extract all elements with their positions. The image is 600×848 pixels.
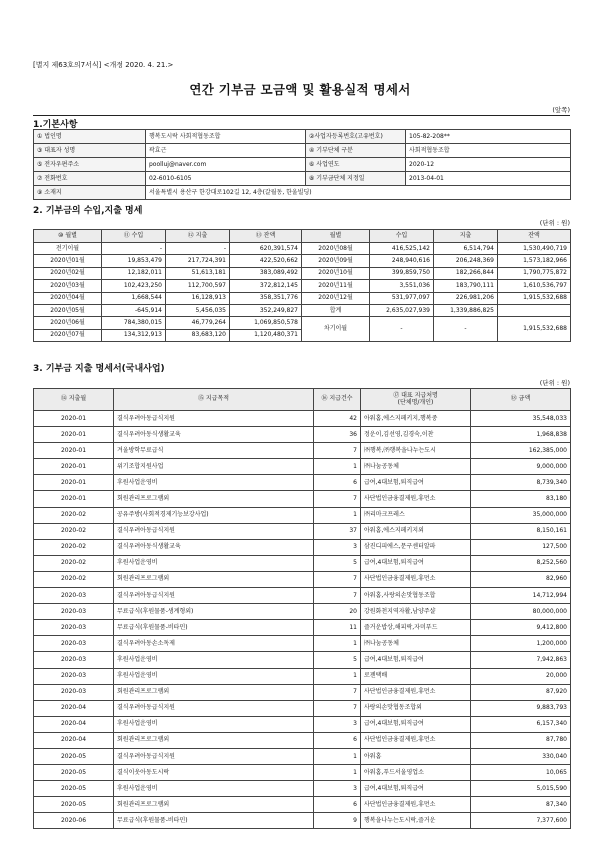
- income-cell: 399,859,750: [370, 267, 434, 279]
- table-row: [34, 652, 571, 668]
- table-row: [34, 604, 571, 620]
- count-cell: 3: [314, 781, 361, 797]
- income-cell: 12,182,011: [102, 267, 166, 279]
- month-cell: 2020년07월: [34, 329, 102, 341]
- field-value: 02-6010-6105: [146, 172, 306, 186]
- purpose-cell: 결식우려아동급식지원: [114, 588, 314, 604]
- table-row: [34, 267, 571, 279]
- recipient-cell: 아워홈,에스지페키지,행복중: [361, 411, 471, 427]
- month-cell: 2020년09월: [302, 255, 370, 267]
- unit-label: (단위 : 원): [539, 379, 570, 387]
- recipient-cell: ㈜나눔공동체: [361, 459, 471, 475]
- amount-cell: 82,960: [471, 571, 571, 587]
- amount-cell: 127,500: [471, 539, 571, 555]
- recipient-cell: 강원화천지역자활,남양주샬: [361, 604, 471, 620]
- expense-month-cell: 2020-02: [34, 539, 114, 555]
- table-row: [34, 571, 571, 587]
- column-header: ⑪ 수입: [102, 230, 166, 243]
- purpose-cell: 후원사업운영비: [114, 475, 314, 491]
- expense-detail-table: [33, 388, 571, 829]
- purpose-cell: 후원사업운영비: [114, 716, 314, 732]
- amount-cell: 330,040: [471, 748, 571, 764]
- field-value: 2013-04-01: [406, 172, 571, 186]
- month-cell: 2020년02월: [34, 267, 102, 279]
- expense-cell: 16,128,913: [166, 292, 230, 304]
- balance-cell: 1,573,182,966: [498, 255, 571, 267]
- field-value: 곽효근: [146, 144, 306, 158]
- income-cell: -645,914: [102, 304, 166, 316]
- month-cell: 2020년05월: [34, 304, 102, 316]
- balance-cell: 1,790,775,872: [498, 267, 571, 279]
- amount-cell: 5,015,590: [471, 781, 571, 797]
- recipient-cell: 사단법인금융결제원,휴먼소: [361, 571, 471, 587]
- purpose-cell: 무료급식(후원물품-비타민): [114, 620, 314, 636]
- expense-month-cell: 2020-03: [34, 636, 114, 652]
- expense-month-cell: 2020-01: [34, 491, 114, 507]
- carry-expense: -: [434, 317, 498, 342]
- column-header: ⑯ 지급건수: [314, 389, 361, 411]
- purpose-cell: 무료급식(후원물품-생계형외): [114, 604, 314, 620]
- expense-month-cell: 2020-04: [34, 732, 114, 748]
- count-cell: 7: [314, 684, 361, 700]
- purpose-cell: 결식우려아동급식지원: [114, 411, 314, 427]
- balance-cell: 1,120,480,371: [230, 329, 302, 341]
- expense-month-cell: 2020-05: [34, 797, 114, 813]
- field-value: poolluj@naver.com: [146, 158, 306, 172]
- column-header: ⑮ 지급목적: [114, 389, 314, 411]
- expense-month-cell: 2020-02: [34, 571, 114, 587]
- recipient-cell: 아워홈,에스지페키지외: [361, 523, 471, 539]
- field-label: ④ 기부단체 구분: [306, 144, 406, 158]
- amount-cell: 80,000,000: [471, 604, 571, 620]
- field-label: ⑨ 소재지: [34, 186, 146, 200]
- income-cell: 416,525,142: [370, 243, 434, 255]
- count-cell: 6: [314, 475, 361, 491]
- income-cell: 134,312,913: [102, 329, 166, 341]
- expense-month-cell: 2020-03: [34, 668, 114, 684]
- amount-cell: 35,548,033: [471, 411, 571, 427]
- carry-label: 차기이월: [302, 317, 370, 342]
- expense-month-cell: 2020-01: [34, 475, 114, 491]
- field-value: 행복도시락 사회적협동조합: [146, 130, 306, 144]
- table-row: [34, 292, 571, 304]
- recipient-cell: 아워홈,사랑의손맛협동조합: [361, 588, 471, 604]
- field-value: 105-82-208**: [406, 130, 571, 144]
- purpose-cell: 후원사업운영비: [114, 781, 314, 797]
- purpose-cell: 회원관리프로그램외: [114, 571, 314, 587]
- amount-cell: 8,739,340: [471, 475, 571, 491]
- purpose-cell: 결식우려아동급식지원: [114, 748, 314, 764]
- recipient-cell: 로젠택배: [361, 668, 471, 684]
- recipient-cell: 사랑의손맛협동조합외: [361, 700, 471, 716]
- count-cell: 3: [314, 716, 361, 732]
- purpose-cell: 공유주방(사회적경제기능보강사업): [114, 507, 314, 523]
- purpose-cell: 회원관리프로그램외: [114, 732, 314, 748]
- recipient-cell: 급여,4대보험,퇴직급여: [361, 555, 471, 571]
- expense-month-cell: 2020-04: [34, 716, 114, 732]
- expense-month-cell: 2020-04: [34, 700, 114, 716]
- purpose-cell: 결식우려아동식생활교육: [114, 427, 314, 443]
- count-cell: 5: [314, 652, 361, 668]
- table-row: [34, 475, 571, 491]
- table-row: [34, 668, 571, 684]
- table-row: [34, 781, 571, 797]
- table-row: [34, 748, 571, 764]
- table-row: [34, 700, 571, 716]
- recipient-cell: 아워홈: [361, 748, 471, 764]
- column-header: ⑬ 잔액: [230, 230, 302, 243]
- month-cell: 2020년03월: [34, 280, 102, 292]
- amount-cell: 20,000: [471, 668, 571, 684]
- basic-info-row: [34, 158, 571, 172]
- table-row: [34, 620, 571, 636]
- purpose-cell: 결식우려아동식생활교육: [114, 539, 314, 555]
- amount-cell: 87,780: [471, 732, 571, 748]
- recipient-cell: 사단법인금융결제원,휴먼소: [361, 684, 471, 700]
- recipient-cell: ㈜리마크프레스: [361, 507, 471, 523]
- page-side-note: (앞쪽): [552, 106, 570, 114]
- table-row: [34, 555, 571, 571]
- recipient-cell: 급여,4대보험,퇴직급여: [361, 652, 471, 668]
- recipient-cell: 정운이,김선영,김경숙,이찬: [361, 427, 471, 443]
- amount-cell: 7,377,600: [471, 813, 571, 829]
- expense-cell: 46,779,264: [166, 317, 230, 329]
- field-label: ⑥ 사업연도: [306, 158, 406, 172]
- column-header: ⑩ 월별: [34, 230, 102, 243]
- table-row: [34, 523, 571, 539]
- expense-cell: 6,514,794: [434, 243, 498, 255]
- expense-month-cell: 2020-06: [34, 813, 114, 829]
- recipient-cell: 행복을나누는도시락,즐거운: [361, 813, 471, 829]
- amount-cell: 9,412,800: [471, 620, 571, 636]
- income-cell: 784,380,015: [102, 317, 166, 329]
- amount-cell: 7,942,863: [471, 652, 571, 668]
- section-1-title: 1.기본사항: [33, 120, 78, 130]
- purpose-cell: 회원관리프로그램외: [114, 797, 314, 813]
- recipient-cell: 사단법인금융결제원,휴먼소: [361, 797, 471, 813]
- count-cell: 36: [314, 427, 361, 443]
- purpose-cell: 겨울방학무료급식: [114, 443, 314, 459]
- expense-cell: 183,790,111: [434, 280, 498, 292]
- total-label: 합계: [302, 304, 370, 316]
- income-expense-table: [33, 229, 571, 342]
- month-cell: 2020년12월: [302, 292, 370, 304]
- month-cell: 2020년06월: [34, 317, 102, 329]
- table-row: [34, 507, 571, 523]
- total-income: 2,635,027,939: [370, 304, 434, 316]
- table-row: [34, 539, 571, 555]
- table-row: [34, 443, 571, 459]
- table-row: [34, 716, 571, 732]
- basic-info-row: [34, 186, 571, 200]
- table-header-row: [34, 389, 571, 411]
- expense-month-cell: 2020-01: [34, 459, 114, 475]
- address-value: 서울특별시 용산구 한강대로102길 12, 4층(갈월동, 한울빌딩): [146, 186, 571, 200]
- expense-month-cell: 2020-01: [34, 411, 114, 427]
- total-expense: 1,339,886,825: [434, 304, 498, 316]
- expense-month-cell: 2020-02: [34, 507, 114, 523]
- unit-label: (단위 : 원): [539, 219, 570, 227]
- expense-month-cell: 2020-05: [34, 781, 114, 797]
- count-cell: 7: [314, 700, 361, 716]
- income-cell: -: [102, 243, 166, 255]
- expense-month-cell: 2020-01: [34, 443, 114, 459]
- purpose-cell: 후원사업운영비: [114, 652, 314, 668]
- form-number: [별지 제63호의7서식] <개정 2020. 4. 21.>: [33, 61, 174, 69]
- basic-info-row: [34, 144, 571, 158]
- recipient-cell: ㈜행복,㈜행복을나누는도시: [361, 443, 471, 459]
- expense-month-cell: 2020-03: [34, 604, 114, 620]
- basic-info-row: [34, 172, 571, 186]
- purpose-cell: 위기조합지원사업: [114, 459, 314, 475]
- count-cell: 5: [314, 555, 361, 571]
- table-row: [34, 304, 571, 316]
- income-cell: 102,423,250: [102, 280, 166, 292]
- column-header: 월별: [302, 230, 370, 243]
- expense-cell: -: [166, 243, 230, 255]
- balance-cell: 1,530,490,719: [498, 243, 571, 255]
- column-header: ⑫ 지출: [166, 230, 230, 243]
- table-row: [34, 732, 571, 748]
- balance-cell: 372,812,145: [230, 280, 302, 292]
- total-balance: [498, 304, 571, 316]
- count-cell: 11: [314, 620, 361, 636]
- income-cell: 3,551,036: [370, 280, 434, 292]
- field-label: ⑧ 기부금단체 지정일: [306, 172, 406, 186]
- section-divider: [33, 115, 570, 116]
- count-cell: 42: [314, 411, 361, 427]
- section-3-title: 3. 기부금 지출 명세서(국내사업): [33, 364, 165, 374]
- expense-cell: 217,724,391: [166, 255, 230, 267]
- expense-cell: 226,981,206: [434, 292, 498, 304]
- field-label: ① 법인명: [34, 130, 146, 144]
- count-cell: 7: [314, 491, 361, 507]
- amount-cell: 1,968,838: [471, 427, 571, 443]
- column-header: 수입: [370, 230, 434, 243]
- table-row: [34, 317, 571, 329]
- count-cell: 1: [314, 636, 361, 652]
- table-row: [34, 255, 571, 267]
- expense-month-cell: 2020-03: [34, 684, 114, 700]
- document-title: 연간 기부금 모금액 및 활용실적 명세서: [189, 82, 411, 97]
- column-header: 지출: [434, 230, 498, 243]
- count-cell: 6: [314, 797, 361, 813]
- amount-cell: 8,150,161: [471, 523, 571, 539]
- section-2-title: 2. 기부금의 수입,지출 명세: [33, 206, 143, 216]
- recipient-cell: 삼진디피에스,문구센터알파: [361, 539, 471, 555]
- basic-info-row: [34, 130, 571, 144]
- purpose-cell: 무료급식(후원물품-비타민): [114, 813, 314, 829]
- balance-cell: 383,089,492: [230, 267, 302, 279]
- count-cell: 7: [314, 443, 361, 459]
- amount-cell: 8,252,560: [471, 555, 571, 571]
- purpose-cell: 후원사업운영비: [114, 555, 314, 571]
- table-row: [34, 243, 571, 255]
- basic-info-table: [33, 129, 571, 200]
- month-cell: 전기이월: [34, 243, 102, 255]
- recipient-cell: 급여,4대보험,퇴직급여: [361, 475, 471, 491]
- purpose-cell: 후원사업운영비: [114, 668, 314, 684]
- income-cell: 19,853,479: [102, 255, 166, 267]
- column-header: ⑱ 금액: [471, 389, 571, 411]
- income-cell: 1,668,544: [102, 292, 166, 304]
- income-cell: 531,977,097: [370, 292, 434, 304]
- count-cell: 6: [314, 732, 361, 748]
- purpose-cell: 결식우려아동급식지원: [114, 523, 314, 539]
- expense-month-cell: 2020-02: [34, 523, 114, 539]
- purpose-cell: 결식우려아동손소독제: [114, 636, 314, 652]
- field-label: ③ 대표자 성명: [34, 144, 146, 158]
- table-row: [34, 797, 571, 813]
- balance-cell: 352,249,827: [230, 304, 302, 316]
- amount-cell: 35,000,000: [471, 507, 571, 523]
- table-row: [34, 684, 571, 700]
- column-header: ⑭ 지출월: [34, 389, 114, 411]
- table-row: [34, 765, 571, 781]
- balance-cell: 1,915,532,688: [498, 292, 571, 304]
- purpose-cell: 결식우려아동급식지원: [114, 700, 314, 716]
- count-cell: 1: [314, 507, 361, 523]
- field-label: ⑤ 전자우편주소: [34, 158, 146, 172]
- expense-cell: 206,248,369: [434, 255, 498, 267]
- table-row: [34, 588, 571, 604]
- expense-cell: 83,683,120: [166, 329, 230, 341]
- amount-cell: 83,180: [471, 491, 571, 507]
- table-row: [34, 427, 571, 443]
- balance-cell: 620,391,574: [230, 243, 302, 255]
- expense-month-cell: 2020-03: [34, 620, 114, 636]
- count-cell: 20: [314, 604, 361, 620]
- amount-cell: 9,000,000: [471, 459, 571, 475]
- count-cell: 1: [314, 748, 361, 764]
- expense-cell: 182,266,844: [434, 267, 498, 279]
- count-cell: 3: [314, 539, 361, 555]
- balance-cell: 422,520,662: [230, 255, 302, 267]
- column-header: ⑰ 대표 지급처명 (단체명/개인): [361, 389, 471, 411]
- field-value: 사회적협동조합: [406, 144, 571, 158]
- table-row: [34, 491, 571, 507]
- count-cell: 1: [314, 668, 361, 684]
- recipient-cell: 사단법인금융결제원,휴먼소: [361, 732, 471, 748]
- month-cell: 2020년10월: [302, 267, 370, 279]
- column-header: 잔액: [498, 230, 571, 243]
- balance-cell: 1,610,536,797: [498, 280, 571, 292]
- expense-month-cell: 2020-03: [34, 588, 114, 604]
- expense-cell: 5,456,035: [166, 304, 230, 316]
- table-row: [34, 280, 571, 292]
- table-row: [34, 813, 571, 829]
- recipient-cell: 급여,4대보험,퇴직급여: [361, 716, 471, 732]
- count-cell: 37: [314, 523, 361, 539]
- carry-balance: 1,915,532,688: [498, 317, 571, 342]
- month-cell: 2020년01월: [34, 255, 102, 267]
- count-cell: 9: [314, 813, 361, 829]
- recipient-cell: 즐거운밥상,해피락,자미푸드: [361, 620, 471, 636]
- purpose-cell: 회원관리프로그램외: [114, 491, 314, 507]
- carry-income: -: [370, 317, 434, 342]
- amount-cell: 1,200,000: [471, 636, 571, 652]
- expense-month-cell: 2020-02: [34, 555, 114, 571]
- expense-cell: 51,613,181: [166, 267, 230, 279]
- count-cell: 7: [314, 588, 361, 604]
- amount-cell: 10,065: [471, 765, 571, 781]
- count-cell: 1: [314, 459, 361, 475]
- expense-month-cell: 2020-01: [34, 427, 114, 443]
- expense-month-cell: 2020-05: [34, 748, 114, 764]
- balance-cell: 358,351,776: [230, 292, 302, 304]
- purpose-cell: 결식이웃아동도시락: [114, 765, 314, 781]
- field-label: ②사업자등록번호(고유번호): [306, 130, 406, 144]
- table-row: [34, 459, 571, 475]
- table-row: [34, 411, 571, 427]
- recipient-cell: ㈜나눔공동체: [361, 636, 471, 652]
- income-cell: 248,940,616: [370, 255, 434, 267]
- table-row: [34, 636, 571, 652]
- field-value: 2020-12: [406, 158, 571, 172]
- recipient-cell: 사단법인금융결제원,휴먼소: [361, 491, 471, 507]
- purpose-cell: 회원관리프로그램외: [114, 684, 314, 700]
- recipient-cell: 아워홈,푸드서울영업소: [361, 765, 471, 781]
- recipient-cell: 급여,4대보험,퇴직급여: [361, 781, 471, 797]
- amount-cell: 87,920: [471, 684, 571, 700]
- field-label: ⑦ 전화번호: [34, 172, 146, 186]
- expense-month-cell: 2020-03: [34, 652, 114, 668]
- month-cell: 2020년08월: [302, 243, 370, 255]
- amount-cell: 162,385,000: [471, 443, 571, 459]
- month-cell: 2020년11월: [302, 280, 370, 292]
- amount-cell: 87,340: [471, 797, 571, 813]
- balance-cell: 1,069,850,578: [230, 317, 302, 329]
- expense-cell: 112,700,597: [166, 280, 230, 292]
- count-cell: 1: [314, 765, 361, 781]
- month-cell: 2020년04월: [34, 292, 102, 304]
- amount-cell: 6,157,340: [471, 716, 571, 732]
- amount-cell: 9,883,793: [471, 700, 571, 716]
- amount-cell: 14,712,994: [471, 588, 571, 604]
- count-cell: 7: [314, 571, 361, 587]
- table-header-row: [34, 230, 571, 243]
- expense-month-cell: 2020-05: [34, 765, 114, 781]
